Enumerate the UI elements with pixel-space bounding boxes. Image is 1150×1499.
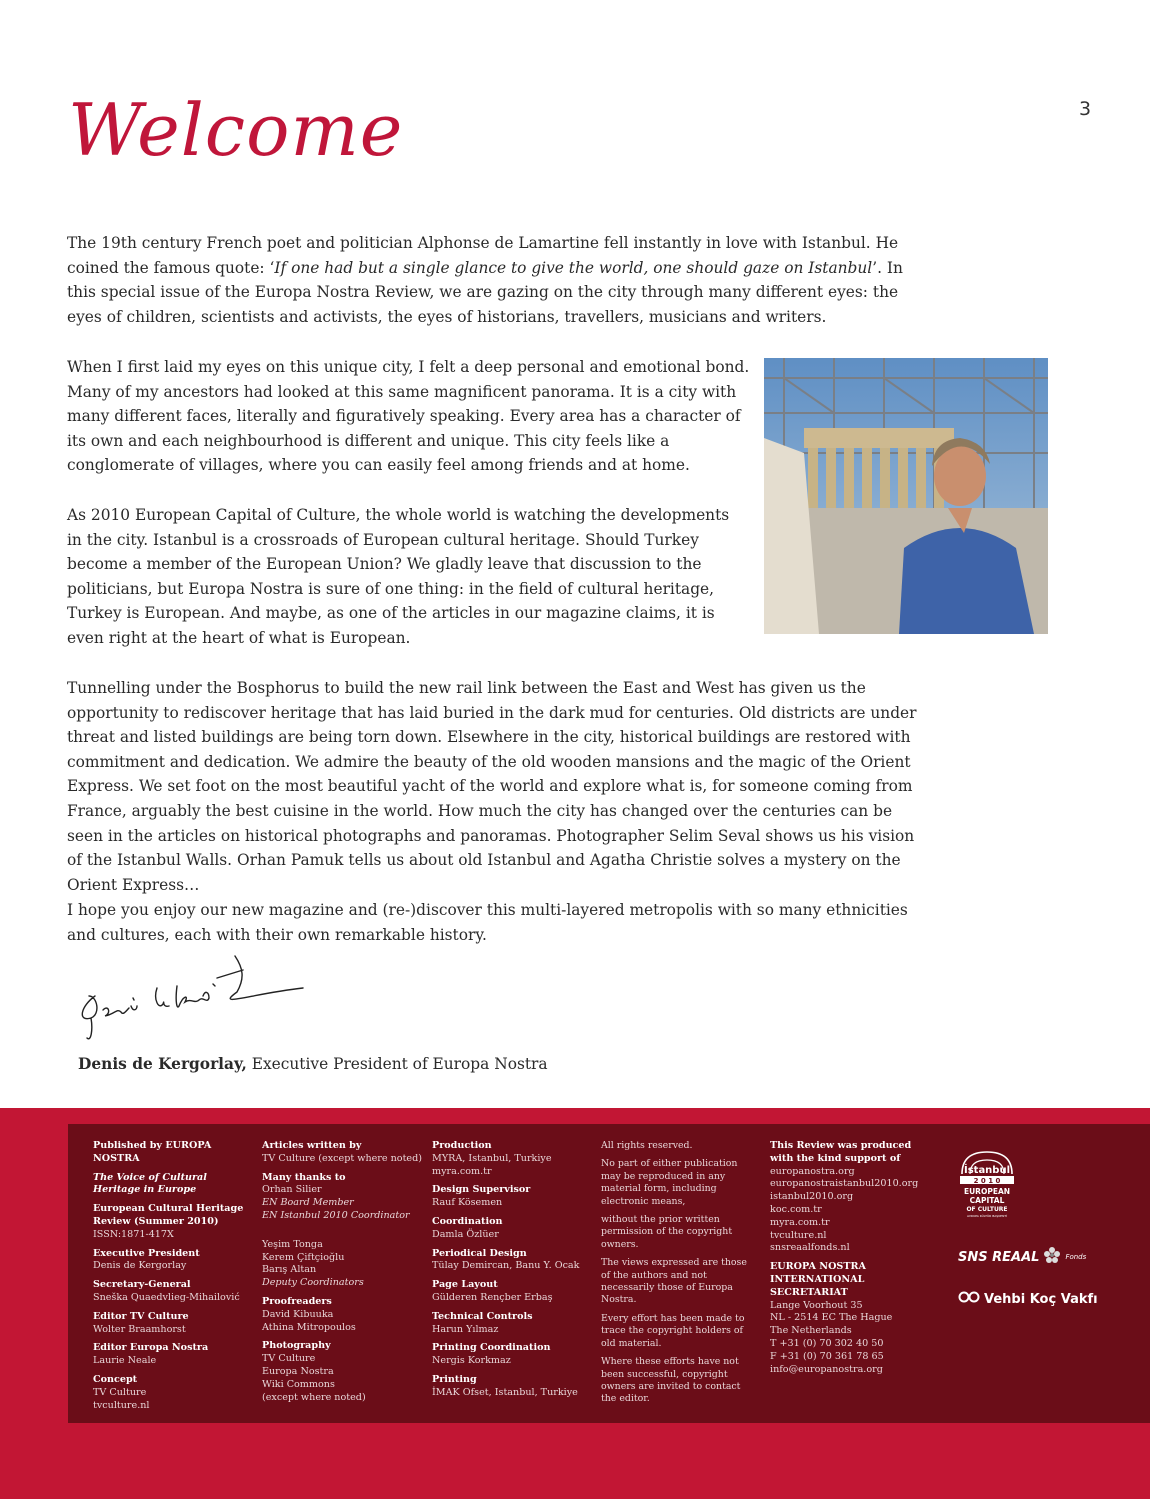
- credit-name: İMAK Ofset, Istanbul, Turkiye: [432, 1386, 578, 1398]
- credit-name: Athina Mitropoulos: [262, 1321, 356, 1333]
- credit-name: Barış Altan: [262, 1264, 317, 1276]
- credit-name: TV Culture: [262, 1353, 316, 1365]
- issn: ISSN:1871-417X: [93, 1228, 174, 1240]
- credit-label: Production: [432, 1140, 492, 1151]
- support-link[interactable]: europanostra.org: [770, 1165, 855, 1177]
- credit-label: Photography: [262, 1340, 331, 1352]
- author-photo-image: [764, 358, 1048, 634]
- colophon-column-publisher: [93, 1140, 248, 1418]
- credit-name: Yeşim Tonga: [262, 1238, 323, 1250]
- credit-label: Technical Controls: [432, 1310, 533, 1322]
- address-line: T +31 (0) 70 302 40 50: [770, 1337, 884, 1349]
- lamartine-quote: If one had but a single glance to give the world, one should gaze on Istanbul: [274, 258, 873, 277]
- body-paragraph: Tunnelling under the Bosphorus to build the new rail link between the East and West has given us the opportunity to rediscover heritage that has laid buried in the dark mud for centuries. Old districts are under threat and listed buildings are being torn down. Elsewhere in the city, historical buildings are restored with commitment and dedication. We admire the beauty of the old wooden mansions and the magic of the Orient Express. We set foot on the most beautiful yacht of the world and explore what is, for someone coming from France, arguably the best cuisine in the world. How much the city has changed over the centuries can be seen in the articles on historical photographs and panoramas. Photographer Selim Seval shows us his vision of the Istanbul Walls. Orhan Pamuk tells us about old Istanbul and Agatha Christie solves a mystery on the Orient Express…: [67, 679, 917, 894]
- credit-label: Articles written by: [262, 1140, 362, 1151]
- logo-text: AVRUPA KÜLTÜR BAŞKENTİ: [966, 1214, 1008, 1218]
- credit-label: Periodical Design: [432, 1247, 527, 1259]
- credit-role: EN Board Member: [262, 1197, 354, 1209]
- colophon-column-contributors: [262, 1140, 422, 1410]
- logo-text: OF CULTURE: [966, 1206, 1008, 1213]
- rights-text: Where these efforts have not been successful, copyright owners are invited to contact the editor.: [601, 1356, 741, 1405]
- credit-label: Page Layout: [432, 1279, 498, 1291]
- credit-name: Rauf Kösemen: [432, 1197, 503, 1209]
- credit-label: Editor TV Culture: [93, 1310, 189, 1322]
- signature-image: [67, 948, 333, 1056]
- credit-label: Design Supervisor: [432, 1184, 531, 1196]
- credit-label: Executive President: [93, 1247, 200, 1259]
- review-title: European Cultural Heritage Review (Summer 2010): [93, 1203, 244, 1227]
- support-link[interactable]: myra.com.tr: [770, 1216, 830, 1228]
- support-link[interactable]: koc.com.tr: [770, 1203, 822, 1215]
- rights-notice: All rights reserved.: [601, 1140, 693, 1151]
- credit-name: Nergis Korkmaz: [432, 1355, 511, 1367]
- koc-emblem-icon: [958, 1291, 980, 1307]
- credit-name: TV Culture: [93, 1386, 147, 1398]
- credit-label: Editor Europa Nostra: [93, 1342, 209, 1354]
- credit-name: Denis de Kergorlay: [93, 1260, 187, 1272]
- signature-scribble: [67, 948, 333, 1056]
- rights-text: The views expressed are those of the authors and not necessarily those of Europa Nostra.: [601, 1257, 747, 1306]
- credit-role: Deputy Coordinators: [262, 1277, 364, 1289]
- signatory-name: Denis de Kergorlay,: [78, 1055, 247, 1073]
- signatory: [78, 1055, 548, 1073]
- address-line: F +31 (0) 70 361 78 65: [770, 1350, 884, 1362]
- credit-label: Proofreaders: [262, 1295, 332, 1307]
- vehbi-koc-vakfi-logo: [958, 1291, 1098, 1307]
- credit-name: Kerem Çiftçioğlu: [262, 1251, 345, 1263]
- flower-icon: [1043, 1246, 1061, 1268]
- credit-label: Printing Coordination: [432, 1342, 551, 1354]
- secretariat-label: EUROPA NOSTRA INTERNATIONAL SECRETARIAT: [770, 1261, 866, 1298]
- colophon-column-support: [770, 1140, 930, 1382]
- body-paragraph: When I first laid my eyes on this unique city, I felt a deep personal and emotional bond. Many of my ancestors had looked at this same magnificent panorama. It is a city with many different faces, literally and figuratively speaking. Every area has a character of its own and each neighbourhood is different and unique. This city feels like a conglomerate of villages, where you can easily feel among friends and at home.: [67, 358, 750, 475]
- signatory-role: Executive President of Europa Nostra: [246, 1055, 548, 1073]
- address-line: The Netherlands: [770, 1325, 852, 1337]
- logo-text: 2 0 1 0: [973, 1177, 1001, 1185]
- rights-text: Every effort has been made to trace the copyright holders of old material.: [601, 1312, 745, 1349]
- address-line: Lange Voorhout 35: [770, 1299, 863, 1311]
- istanbul-2010-logo: [956, 1148, 1018, 1224]
- credit-name: Tülay Demircan, Banu Y. Ocak: [432, 1260, 580, 1272]
- credit-name: Wolter Braamhorst: [93, 1323, 186, 1335]
- logo-text: CAPITAL: [969, 1196, 1005, 1205]
- published-by: Published by EUROPA NOSTRA: [93, 1140, 212, 1164]
- credit-name: Gülderen Rençber Erbaş: [432, 1291, 553, 1303]
- address-line: NL - 2514 EC The Hague: [770, 1312, 893, 1324]
- tagline: The Voice of Cultural Heritage in Europe: [93, 1171, 207, 1196]
- credit-label: Coordination: [432, 1215, 503, 1227]
- credit-label: Printing: [432, 1373, 477, 1385]
- logo-text: EUROPEAN: [963, 1187, 1011, 1196]
- logo-text: SNS REAAL: [958, 1249, 1040, 1265]
- credit-name: Harun Yılmaz: [432, 1323, 499, 1335]
- credit-name: MYRA, Istanbul, Turkiye: [432, 1152, 552, 1164]
- paragraph-text: ’. In this special issue of the Europa Nostra Review, we are gazing on the city through many different eyes: the eyes of children, scientists and activists, the eyes of historians, travellers, musicians and writers.: [67, 258, 903, 326]
- credit-label: Secretary-General: [93, 1279, 191, 1291]
- colophon-column-rights: [601, 1140, 751, 1412]
- page-title: Welcome: [68, 88, 404, 172]
- credit-link: myra.com.tr: [432, 1165, 492, 1177]
- credit-name: (except where noted): [262, 1391, 366, 1403]
- credit-name: Wiki Commons: [262, 1378, 335, 1390]
- paragraph-text: The 19th century French poet and politician Alphonse de Lamartine fell instantly in love with Istanbul. He coined the famous quote: ‘: [67, 234, 899, 277]
- page-number: 3: [1079, 98, 1092, 120]
- credit-label: Concept: [93, 1373, 138, 1385]
- closing-paragraph: I hope you enjoy our new magazine and (re-)discover this multi-layered metropolis with so many ethnicities and cultures, each with their own remarkable history.: [67, 901, 908, 944]
- logo-text: İstanbul: [963, 1165, 1011, 1176]
- colophon-column-production: [432, 1140, 592, 1406]
- credit-name: Europa Nostra: [262, 1365, 334, 1377]
- logo-text: Vehbi Koç Vakfı: [984, 1291, 1098, 1307]
- support-label: This Review was produced with the kind support of: [770, 1140, 912, 1164]
- credit-name: TV Culture (except where noted): [262, 1152, 422, 1164]
- credit-link: tvculture.nl: [93, 1399, 150, 1411]
- credit-label: Many thanks to: [262, 1171, 346, 1183]
- credit-name: Sneška Quaedvlieg-Mihailović: [93, 1291, 240, 1303]
- credit-name: David Kibuuka: [262, 1308, 334, 1320]
- credit-role: EN Istanbul 2010 Coordinator: [262, 1209, 410, 1221]
- body-paragraph: As 2010 European Capital of Culture, the whole world is watching the developments in the city. Istanbul is a crossroads of European cultural heritage. Should Turkey become a member of the European Union? We gladly leave that discussion to the politicians, but Europa Nostra is sure of one thing: in the field of cultural heritage, Turkey is European. And maybe, as one of the articles in our magazine claims, it is even right at the heart of what is European.: [67, 506, 730, 647]
- sns-reaal-fonds-logo: [958, 1246, 1086, 1268]
- email-link[interactable]: info@europanostra.org: [770, 1363, 883, 1375]
- support-link[interactable]: tvculture.nl: [770, 1229, 827, 1241]
- credit-name: Orhan Silier: [262, 1184, 322, 1196]
- rights-text: No part of either publication may be reproduced in any material form, including electronic means,: [601, 1158, 738, 1207]
- support-link[interactable]: europanostraistanbul2010.org: [770, 1178, 919, 1190]
- support-link[interactable]: snsreaalfonds.nl: [770, 1242, 850, 1254]
- logo-text: Fonds: [1065, 1253, 1087, 1261]
- author-photo: [764, 358, 1048, 634]
- intro-paragraph: [67, 231, 927, 329]
- support-link[interactable]: istanbul2010.org: [770, 1191, 854, 1203]
- credit-name: Damla Özlüer: [432, 1228, 499, 1240]
- rights-text: without the prior written permission of the copyright owners.: [601, 1214, 733, 1250]
- credit-name: Laurie Neale: [93, 1355, 157, 1367]
